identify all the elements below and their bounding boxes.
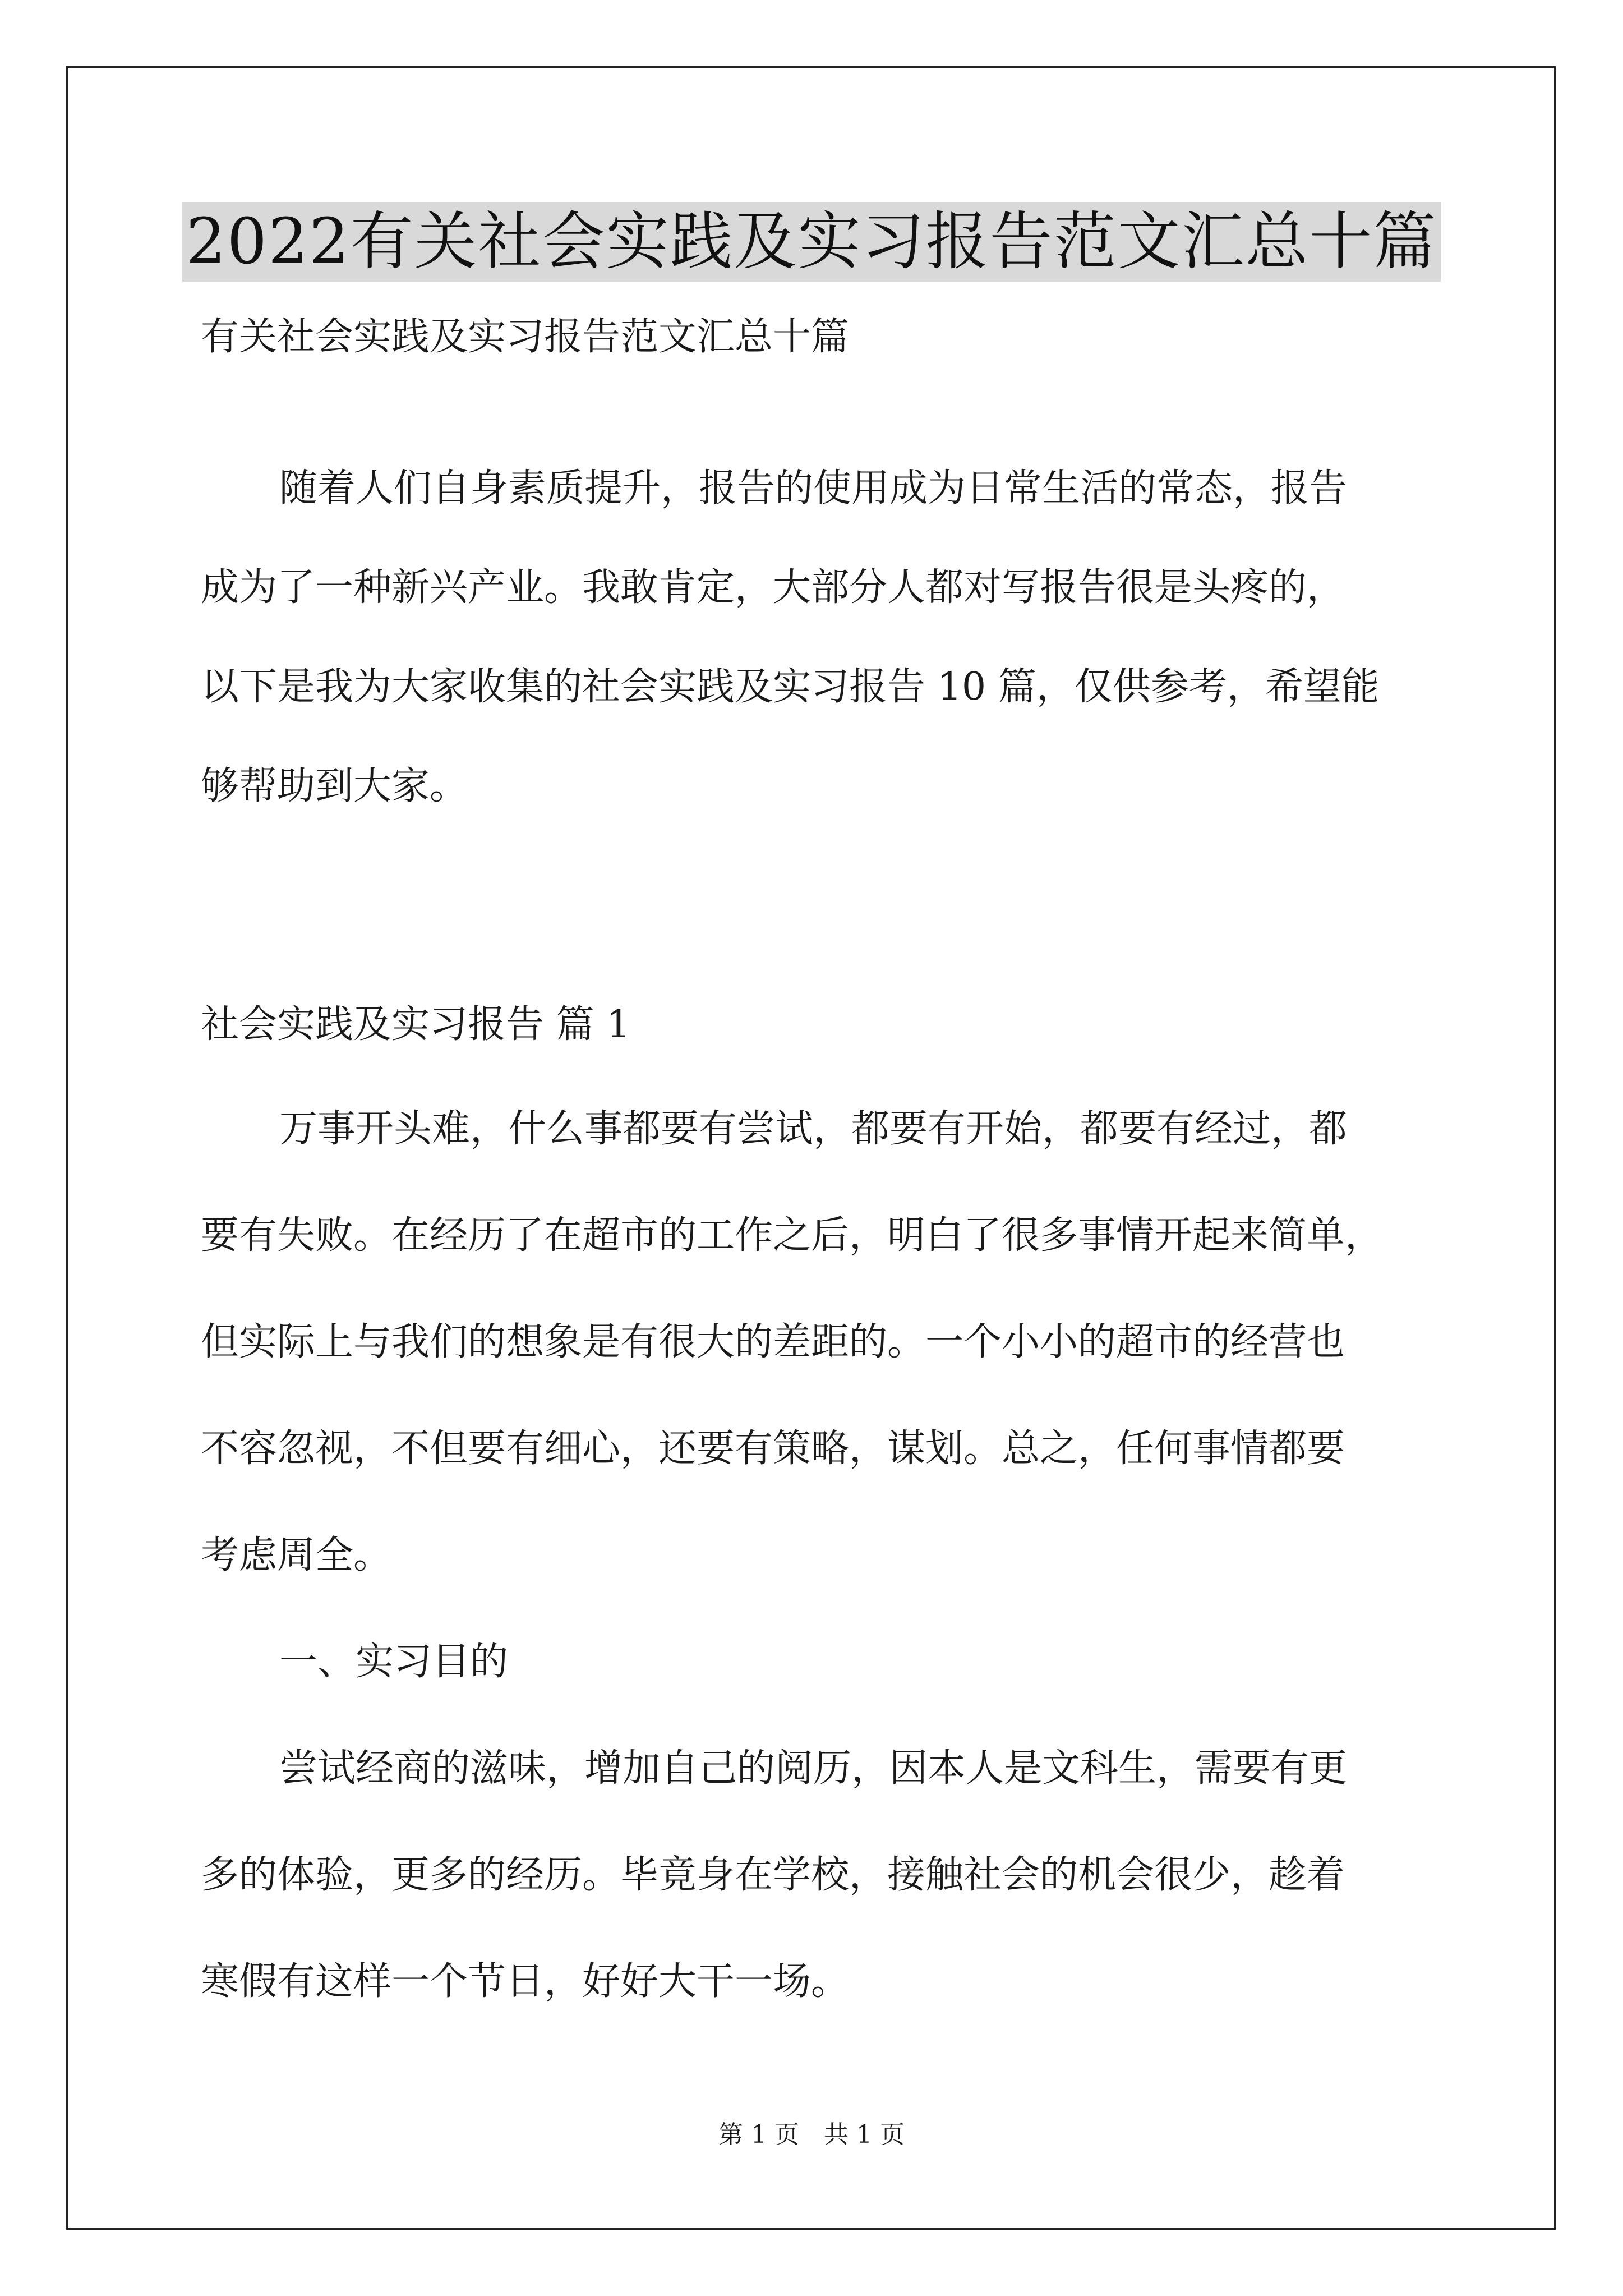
section-heading: 社会实践及实习报告 篇 1 [201, 1002, 631, 1047]
paragraph-line: 尝试经商的滋味，增加自己的阅历，因本人是文科生，需要有更 [279, 1746, 1348, 1791]
paragraph-line: 多的体验，更多的经历。毕竟身在学校，接触社会的机会很少，趁着 [201, 1853, 1345, 1897]
paragraph-line: 够帮助到大家。 [201, 764, 468, 808]
paragraph-line: 随着人们自身素质提升，报告的使用成为日常生活的常态，报告 [279, 466, 1348, 510]
paragraph-line: 但实际上与我们的想象是有很大的差距的。一个小小的超市的经营也 [201, 1320, 1345, 1364]
subsection-heading: 一、实习目的 [279, 1640, 509, 1684]
paragraph-line: 不容忽视，不但要有细心，还要有策略，谋划。总之，任何事情都要 [201, 1427, 1345, 1471]
paragraph-line: 以下是我为大家收集的社会实践及实习报告 10 篇，仅供参考，希望能 [201, 665, 1380, 709]
document-title: 2022有关社会实践及实习报告范文汇总十篇 [182, 202, 1440, 282]
paragraph-line: 考虑周全。 [201, 1533, 392, 1577]
page-footer: 第 1 页 共 1 页 [718, 2120, 905, 2149]
paragraph-line: 万事开头难，什么事都要有尝试，都要有开始，都要有经过，都 [279, 1107, 1348, 1151]
title-container [0, 202, 1623, 282]
paragraph-line: 寒假有这样一个节日，好好大干一场。 [201, 1959, 850, 2004]
paragraph-line: 要有失败。在经历了在超市的工作之后，明白了很多事情开起来简单， [201, 1213, 1384, 1258]
subtitle-line: 有关社会实践及实习报告范文汇总十篇 [201, 315, 850, 359]
paragraph-line: 成为了一种新兴产业。我敢肯定，大部分人都对写报告很是头疼的， [201, 565, 1345, 610]
